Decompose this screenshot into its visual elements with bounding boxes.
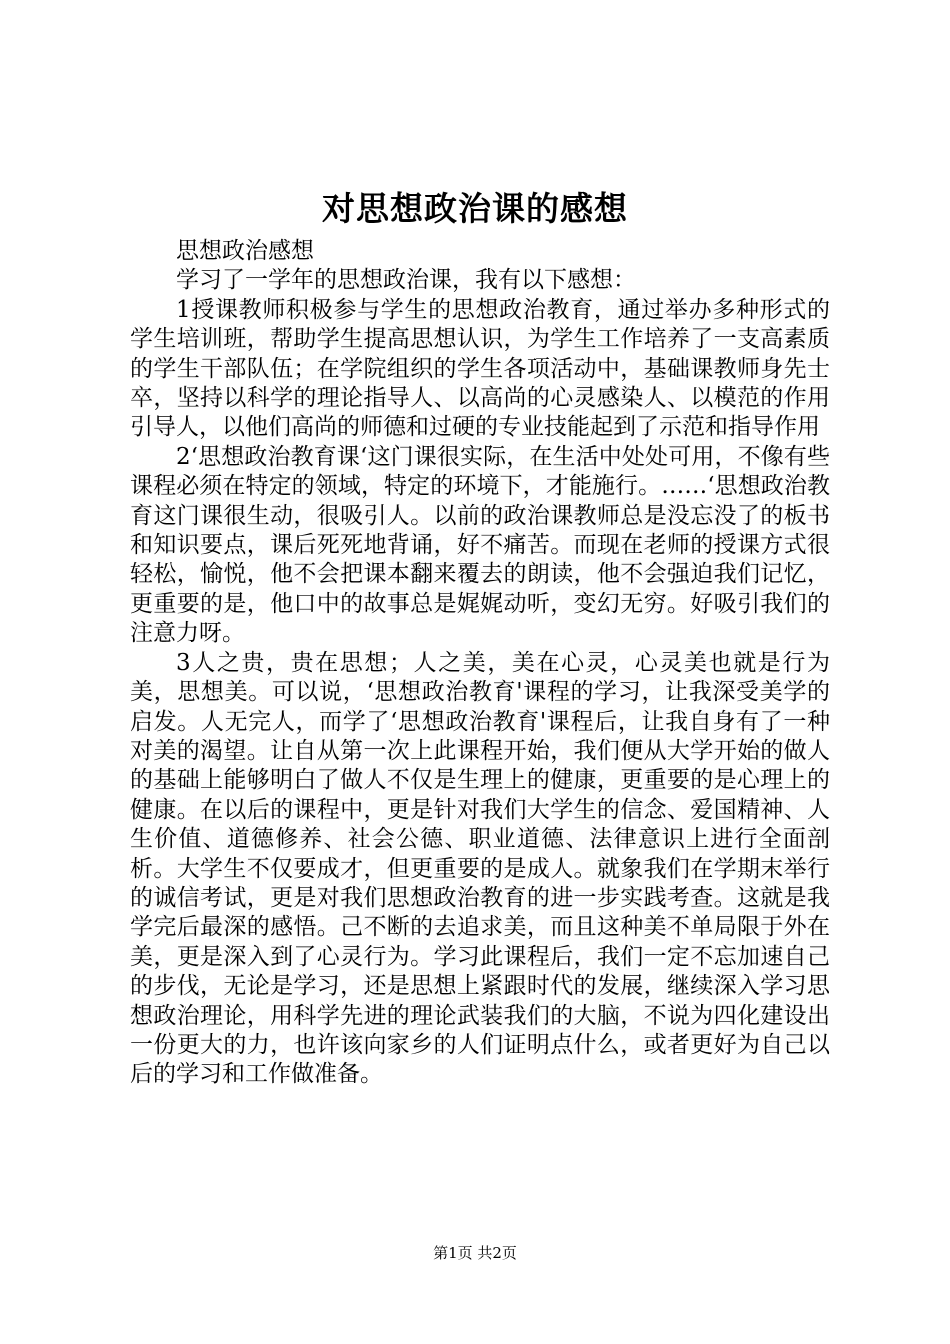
paragraph-heading: 思想政治感想 xyxy=(176,238,314,264)
document-body xyxy=(130,237,830,1090)
paragraph-point-1: 1授课教师积极参与学生的思想政治教育，通过举办多种形式的学生培训班，帮助学生提高思想认识，为学生工作培养了一支高素质的学生干部队伍；在学院组织的学生各项活动中，基础课教师身先士卒，坚持以科学的理论指导人、以高尚的心灵感染人、以模范的作用引导人，以他们高尚的师德和过硬的专业技能起到了示范和指导作用 xyxy=(130,296,830,441)
paragraph-point-3: 3人之贵，贵在思想；人之美，美在心灵，心灵美也就是行为美，思想美。可以说，‘思想政治教育'课程的学习，让我深受美学的启发。人无完人，而学了‘思想政治教育'课程后，让我自身有了一种对美的渴望。让自从第一次上此课程开始，我们便从大学开始的做人的基础上能够明白了做人不仅是生理上的健康，更重要的是心理上的健康。在以后的课程中，更是针对我们大学生的信念、爱国精神、人生价值、道德修养、社会公德、职业道德、法律意识上进行全面剖析。大学生不仅要成才，但更重要的是成人。就象我们在学期末举行的诚信考试，更是对我们思想政治教育的进一步实践考查。这就是我学完后最深的感悟。己不断的去追求美，而且这种美不单局限于外在美，更是深入到了心灵行为。学习此课程后，我们一定不忘加速自己的步伐，无论是学习，还是思想上紧跟时代的发展，继续深入学习思想政治理论，用科学先进的理论武装我们的大脑，不说为四化建设出一份更大的力，也许该向家乡的人们证明点什么，或者更好为自己以后的学习和工作做准备。 xyxy=(130,649,830,1088)
paragraph-point-2: 2‘思想政治教育课‘这门课很实际，在生活中处处可用，不像有些课程必须在特定的领域，特定的环境下，才能施行。……‘思想政治教育这门课很生动，很吸引人。以前的政治课教师总是没忘没了的板书和知识要点，课后死死地背诵，好不痛苦。而现在老师的授课方式很轻松，愉悦，他不会把课本翻来覆去的朗读，他不会强迫我们记忆，更重要的是，他口中的故事总是娓娓动听，变幻无穷。好吸引我们的注意力呀。 xyxy=(130,443,830,647)
document-title: 对思想政治课的感想 xyxy=(322,189,628,228)
paragraph-intro: 学习了一学年的思想政治课，我有以下感想： xyxy=(176,267,636,294)
page-number-footer: 第1页 共2页 xyxy=(433,1244,517,1262)
